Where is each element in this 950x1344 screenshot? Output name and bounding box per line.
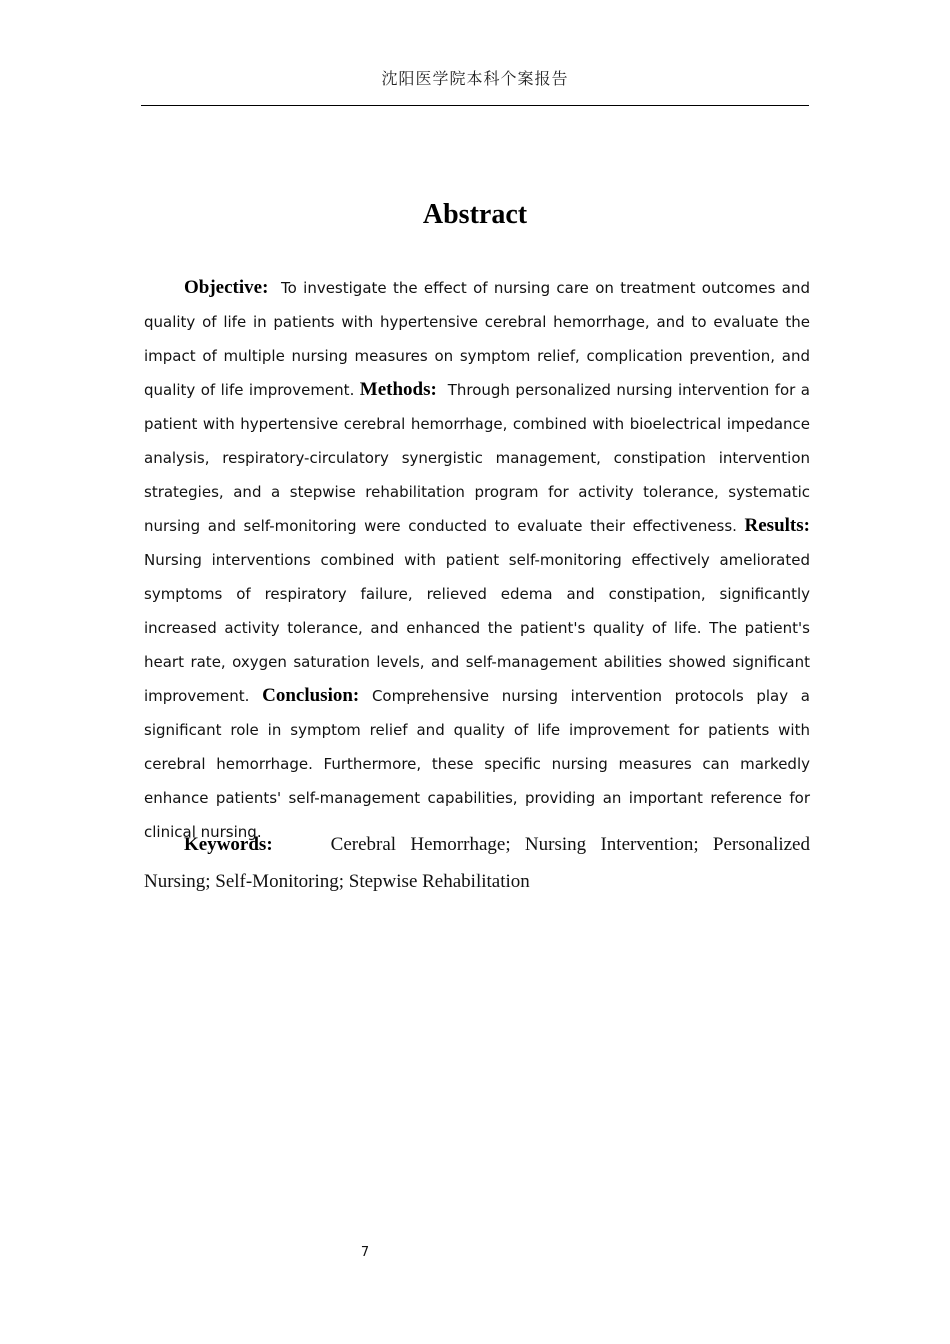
keywords-text: Cerebral Hemorrhage; Nursing Intervention; Personalized Nursing; Self-Monitoring; Stepwise Rehabilitation [144,834,810,892]
objective-text: To investigate the effect of nursing care on treatment outcomes and quality of life in patients with hypertensive cerebral hemorrhage, and to evaluate the impact of multiple nursing measures on symptom relief, complication prevention, and quality of life improvement. [144,279,810,399]
conclusion-label: Conclusion: [262,685,360,706]
abstract-paragraph [144,271,810,849]
results-text: Nursing interventions combined with patient self-monitoring effectively ameliorated symptoms of respiratory failure, relieved edema and constipation, significantly increased activity tolerance, and enhanced the patient's quality of life. The patient's heart rate, oxygen saturation levels, and self-management abilities showed significant improvement. [144,551,810,705]
methods-text: Through personalized nursing intervention for a patient with hypertensive cerebral hemorrhage, combined with bioelectrical impedance analysis, respiratory-circulatory synergistic management, constipation intervention strategies, and a stepwise rehabilitation program for activity tolerance, systematic nursing and self-monitoring were conducted to evaluate their effectiveness. [144,381,810,535]
page-number: 7 [360,1245,370,1260]
running-header: 沈阳医学院本科个案报告 [381,69,569,88]
methods-label: Methods: [359,379,437,400]
keywords-label: Keywords: [184,834,273,855]
header-divider [141,105,809,106]
objective-label: Objective: [184,277,269,298]
conclusion-text: Comprehensive nursing intervention protocols play a significant role in symptom relief and quality of life improvement for patients with cerebral hemorrhage. Furthermore, these specific nursing measures can markedly enhance patients' self-management capabilities, providing an important reference for clinical nursing. [144,687,810,841]
page-title: Abstract [422,199,528,230]
keywords-paragraph [144,826,810,900]
results-label: Results: [744,515,810,536]
